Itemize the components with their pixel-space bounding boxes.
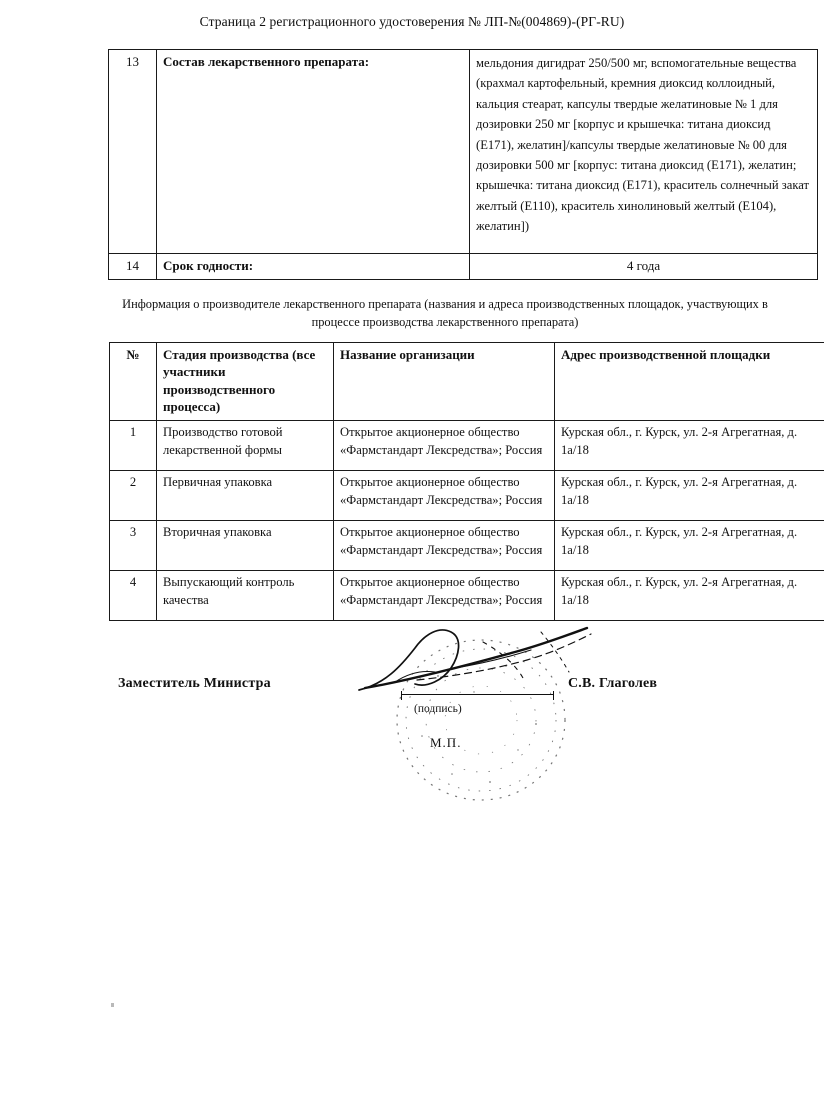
- manufacturing-sites-table: [109, 342, 824, 621]
- row-number: 14: [109, 254, 157, 280]
- composition-value: мельдония дигидрат 250/500 мг, вспомогательные вещества (крахмал картофельный, кремния диоксид коллоидный, кальция стеарат, капсулы твердые желатиновые № 1 для дозировки 250 мг [корпус и крышечка: титана диоксид (Е171), желатин]/капсулы твердые желатиновые № 00 для дозировки 500 мг [корпус: титана диоксид (Е171), желатин; крышечка: титана диоксид (Е171), краситель солнечный закат желтый (Е110), краситель хинолиновый желтый (Е104), желатин]): [470, 50, 818, 254]
- row-number: 13: [109, 50, 157, 254]
- site-address: Курская обл., г. Курск, ул. 2-я Агрегатная, д. 1а/18: [555, 420, 824, 470]
- column-header-stage: Стадия производства (все участники производственного процесса): [157, 343, 334, 421]
- column-header-organization: Название организации: [334, 343, 555, 421]
- signature-block: [0, 670, 824, 800]
- table-row: [109, 50, 818, 254]
- site-organization: Открытое акционерное общество «Фармстандарт Лексредства»; Россия: [334, 570, 555, 620]
- table-row: [110, 420, 824, 470]
- column-header-no: №: [110, 343, 157, 421]
- signature-caption: (подпись): [414, 703, 462, 715]
- signer-name: С.В. Глаголев: [568, 676, 658, 691]
- site-stage: Выпускающий контроль качества: [157, 570, 334, 620]
- page-speck: [111, 1003, 114, 1007]
- site-stage: Производство готовой лекарственной формы: [157, 420, 334, 470]
- site-organization: Открытое акционерное общество «Фармстандарт Лексредства»; Россия: [334, 520, 555, 570]
- site-address: Курская обл., г. Курск, ул. 2-я Агрегатная, д. 1а/18: [555, 520, 824, 570]
- site-stage: Вторичная упаковка: [157, 520, 334, 570]
- table-header-row: [110, 343, 824, 421]
- shelf-life-value: 4 года: [470, 254, 818, 280]
- table-row: [109, 254, 818, 280]
- manufacturer-intro-line-2: участвующих в процессе производства лекарственного препарата): [311, 297, 768, 329]
- site-organization: Открытое акционерное общество «Фармстандарт Лексредства»; Россия: [334, 420, 555, 470]
- table-row: [110, 520, 824, 570]
- site-no: 3: [110, 520, 157, 570]
- signer-title: Заместитель Министра: [118, 676, 271, 691]
- site-address: Курская обл., г. Курск, ул. 2-я Агрегатная, д. 1а/18: [555, 570, 824, 620]
- page-title: Страница 2 регистрационного удостоверения № ЛП-№(004869)-(РГ-RU): [199, 14, 625, 29]
- manufacturer-intro: [110, 296, 780, 332]
- column-header-address: Адрес производственной площадки: [555, 343, 824, 421]
- registration-table: [108, 49, 818, 280]
- official-seal-icon: [386, 632, 576, 807]
- row-label: Срок годности:: [157, 254, 470, 280]
- site-no: 4: [110, 570, 157, 620]
- site-address: Курская обл., г. Курск, ул. 2-я Агрегатная, д. 1а/18: [555, 470, 824, 520]
- manufacturer-intro-line-1: Информация о производителе лекарственного препарата (названия и адреса производственных площадок,: [122, 297, 684, 311]
- site-no: 2: [110, 470, 157, 520]
- site-stage: Первичная упаковка: [157, 470, 334, 520]
- table-row: [110, 570, 824, 620]
- site-organization: Открытое акционерное общество «Фармстандарт Лексредства»; Россия: [334, 470, 555, 520]
- row-label: Состав лекарственного препарата:: [157, 50, 470, 254]
- table-row: [110, 470, 824, 520]
- site-no: 1: [110, 420, 157, 470]
- seal-place-mark: М.П.: [430, 735, 462, 750]
- signature-rule: [401, 694, 554, 695]
